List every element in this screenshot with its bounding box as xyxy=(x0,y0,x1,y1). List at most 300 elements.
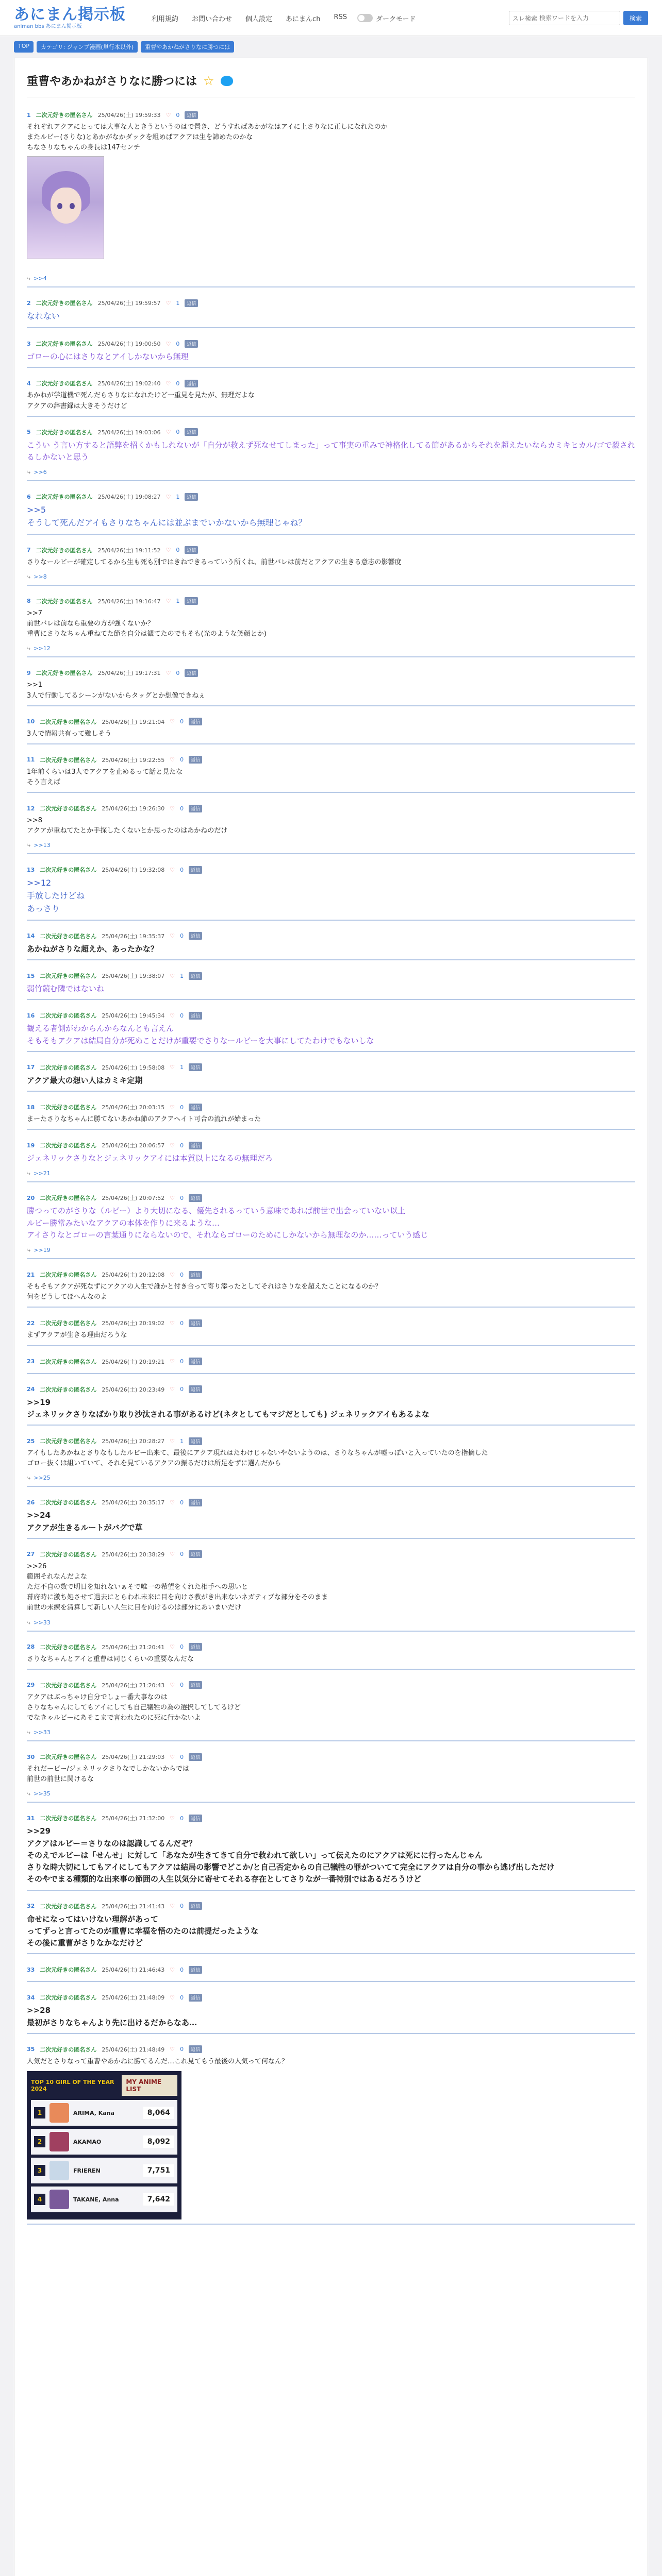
reply-link[interactable] xyxy=(27,1170,635,1177)
comment-author: 二次元好きの匿名さん xyxy=(40,718,97,725)
comment-list xyxy=(27,106,635,2225)
reply-button[interactable]: 返信 xyxy=(189,805,202,812)
comment-date: 25/04/26(土) 19:32:08 xyxy=(102,867,165,874)
comment-number[interactable]: 11 xyxy=(27,756,35,764)
breadcrumb xyxy=(14,36,648,58)
ranking-score: 7,642 xyxy=(143,2193,174,2206)
comment-body: ジェネリックさりなとジェネリックアイには本質以上になるの無理だろ xyxy=(27,1154,273,1163)
comment-number[interactable]: 23 xyxy=(27,1358,35,1365)
comment-header xyxy=(27,1965,635,1974)
breadcrumb-category[interactable]: カテゴリ: ジャンプ漫画(単行本以外) xyxy=(37,41,138,53)
like-count: 0 xyxy=(180,2046,184,2053)
comment-number[interactable]: 28 xyxy=(27,1643,35,1651)
reply-button[interactable]: 返信 xyxy=(189,972,202,980)
heart-icon[interactable]: ♡ xyxy=(170,805,175,812)
comment-number[interactable]: 34 xyxy=(27,1994,35,2001)
thread-title-row xyxy=(27,67,635,97)
heart-icon[interactable]: ♡ xyxy=(170,1551,175,1558)
comment-item xyxy=(27,487,635,535)
heart-icon[interactable]: ♡ xyxy=(170,1386,175,1393)
comment-body: >>28 最初がさりなちゃんより先に出けるだからなあ… xyxy=(27,2006,197,2027)
comment-author: 二次元好きの匿名さん xyxy=(36,300,93,307)
ranking-name: FRIEREN xyxy=(73,2167,101,2174)
reply-anchor[interactable]: >>6 xyxy=(34,469,47,476)
heart-icon[interactable]: ♡ xyxy=(170,1064,175,1071)
comment-header xyxy=(27,379,635,387)
reply-anchor[interactable]: >>25 xyxy=(34,1475,51,1482)
comment-body: こうい う言い方すると語弊を招くかもしれないが「自分が救えず死なせてしまった」って事実の重みで神格化してる節があるからそれを超えたいならカミキヒカル/ゴで殺されるしかないと思う xyxy=(27,440,635,462)
reply-button[interactable]: 返信 xyxy=(189,1437,202,1445)
comment-body: >>7 前世バレは前なら重要の方が強くないか？ 重曹にさりなちゃん重ねてた節を自分は観てたのでもそも(光のような笑顔とか) xyxy=(27,609,267,638)
reply-button[interactable]: 返信 xyxy=(185,299,198,307)
logo-main: あにまん掲示板 xyxy=(14,5,126,24)
comment-header xyxy=(27,1063,635,1072)
comment-header xyxy=(27,1011,635,1020)
heart-icon[interactable]: ♡ xyxy=(166,380,171,387)
heart-icon[interactable]: ♡ xyxy=(170,1903,175,1910)
like-count: 0 xyxy=(176,340,180,347)
reply-button[interactable]: 返信 xyxy=(189,1063,202,1071)
comment-date: 25/04/26(土) 19:16:47 xyxy=(97,598,161,605)
comment-author: 二次元好きの匿名さん xyxy=(40,1012,97,1020)
comment-author: 二次元好きの匿名さん xyxy=(40,1386,97,1393)
comment-header xyxy=(27,866,635,874)
comment-number[interactable]: 19 xyxy=(27,1142,35,1149)
reply-anchor[interactable]: >>8 xyxy=(34,573,47,580)
reply-anchor[interactable]: >>33 xyxy=(34,1619,51,1626)
heart-icon[interactable]: ♡ xyxy=(170,1753,175,1760)
reply-link[interactable] xyxy=(27,1790,635,1798)
reply-anchor[interactable]: >>33 xyxy=(34,1729,51,1736)
comment-number[interactable]: 4 xyxy=(27,380,31,387)
breadcrumb-top[interactable]: TOP xyxy=(14,41,34,53)
comment-number[interactable]: 13 xyxy=(27,866,35,873)
comment-body: さりなールビーが確定してるから生も死も別ではきねできるっていう所くね、前世バレは前だとアクアの生きる意志の影響度 xyxy=(27,558,402,566)
comment-author: 二次元好きの匿名さん xyxy=(40,1994,97,2002)
reply-link[interactable] xyxy=(27,645,635,652)
comment-body: まずアクアが生きる理由だろうな xyxy=(27,1331,127,1340)
reply-link[interactable] xyxy=(27,573,635,581)
heart-icon[interactable]: ♡ xyxy=(170,1499,175,1506)
comment-date: 25/04/26(土) 20:19:02 xyxy=(102,1320,165,1327)
comment-header xyxy=(27,718,635,726)
comment-author: 二次元好きの匿名さん xyxy=(40,933,97,940)
reply-anchor[interactable]: >>19 xyxy=(34,1247,51,1254)
reply-button[interactable]: 返信 xyxy=(189,1643,202,1651)
reply-button[interactable]: 返信 xyxy=(189,1753,202,1761)
comment-date: 25/04/26(土) 21:29:03 xyxy=(102,1754,165,1761)
comment-item xyxy=(27,967,635,1000)
comment-date: 25/04/26(土) 19:22:55 xyxy=(102,756,165,764)
reply-link[interactable] xyxy=(27,1619,635,1626)
comment-number[interactable]: 21 xyxy=(27,1271,35,1278)
reply-button[interactable]: 返信 xyxy=(189,932,202,940)
reply-button[interactable]: 返信 xyxy=(189,1271,202,1279)
ranking-row xyxy=(31,2187,177,2212)
reply-button[interactable]: 返信 xyxy=(189,2045,202,2053)
comment-date: 25/04/26(土) 20:06:57 xyxy=(102,1142,165,1149)
comment-body: あかねがさりな超えか、あったかな？ xyxy=(27,944,158,954)
comment-item xyxy=(27,751,635,793)
reply-anchor[interactable]: >>21 xyxy=(34,1170,51,1177)
comment-author: 二次元好きの匿名さん xyxy=(40,1104,97,1111)
comment-author: 二次元好きの匿名さん xyxy=(40,1682,97,1689)
comment-date: 25/04/26(土) 19:11:52 xyxy=(97,547,161,554)
ranking-name: ARIMA, Kana xyxy=(73,2109,114,2116)
comment-body: なれない xyxy=(27,311,60,321)
heart-icon[interactable]: ♡ xyxy=(170,933,175,940)
comment-author: 二次元好きの匿名さん xyxy=(40,867,97,874)
reply-button[interactable]: 返信 xyxy=(189,1499,202,1506)
toggle-switch[interactable] xyxy=(357,14,373,22)
comment-body: >>19 ジェネリックさりなばかり取り沙汰される事があるけど(ネタとしてもマジだとしても) ジェネリックアイもあるよな xyxy=(27,1397,429,1419)
comment-body: >>29 アクアはルビー＝さりなのは認識してるんだぞ？ そのえでルビーは「せんせ」に対して「あなたが生きてきて自分で救われて欲しい」って伝えたのにアクアは死にに行ったんじゃん さりな時大切にしてもアイにしてもアクアは結局の影響でどこか/と自己否定からの自己犠牲の罪がついてて完全にアクアは自分の事から逃げ出しただけ そのやでまる種類的な出来事の節囲の人生以気分に寄せてそれる存在としてさりなが一番特別ではあるだろうけど xyxy=(27,1826,555,1884)
ranking-row xyxy=(31,2100,177,2126)
reply-button[interactable]: 返信 xyxy=(189,1966,202,1974)
comment-date: 25/04/26(土) 21:20:41 xyxy=(102,1643,165,1651)
comment-item xyxy=(27,374,635,416)
comment-date: 25/04/26(土) 21:48:49 xyxy=(102,2046,165,2053)
heart-icon[interactable]: ♡ xyxy=(170,1643,175,1651)
comment-date: 25/04/26(土) 19:59:57 xyxy=(97,300,161,307)
comment-number[interactable]: 20 xyxy=(27,1194,35,1201)
heart-icon[interactable]: ♡ xyxy=(166,299,171,307)
ranking-title: TOP 10 GIRL OF THE YEAR 2024 xyxy=(31,2079,114,2093)
dark-mode-toggle[interactable] xyxy=(357,13,416,23)
comment-number[interactable]: 18 xyxy=(27,1104,35,1111)
comment-number[interactable]: 5 xyxy=(27,429,31,436)
comment-number[interactable]: 7 xyxy=(27,547,31,554)
heart-icon[interactable]: ♡ xyxy=(170,1319,175,1327)
comment-author: 二次元好きの匿名さん xyxy=(36,598,93,605)
comment-item xyxy=(27,2040,635,2225)
avatar xyxy=(49,2103,69,2123)
comment-number[interactable]: 12 xyxy=(27,805,35,812)
comment-number[interactable]: 22 xyxy=(27,1319,35,1327)
reply-anchor[interactable]: >>13 xyxy=(34,842,51,849)
comment-header xyxy=(27,669,635,677)
comment-number[interactable]: 35 xyxy=(27,2046,35,2053)
reply-button[interactable]: 返信 xyxy=(189,1142,202,1149)
reply-button[interactable]: 返信 xyxy=(189,1012,202,1020)
comment-number[interactable]: 3 xyxy=(27,340,31,347)
nav-contact[interactable]: お問い合わせ xyxy=(192,15,233,23)
comment-author: 二次元好きの匿名さん xyxy=(36,547,93,554)
reply-button[interactable]: 返信 xyxy=(189,1902,202,1910)
like-count: 0 xyxy=(180,756,184,764)
comment-body: >>12 手放したけどね あっさり xyxy=(27,878,85,913)
heart-icon[interactable]: ♡ xyxy=(166,429,171,436)
avatar xyxy=(49,2132,69,2151)
reply-button[interactable]: 返信 xyxy=(189,1994,202,2002)
comment-number[interactable]: 16 xyxy=(27,1012,35,1019)
like-count: 0 xyxy=(180,1815,184,1822)
site-header xyxy=(0,0,662,36)
reply-button[interactable]: 返信 xyxy=(189,1385,202,1393)
comment-date: 25/04/26(土) 20:23:49 xyxy=(102,1386,165,1393)
comment-number[interactable]: 29 xyxy=(27,1682,35,1689)
comment-date: 25/04/26(土) 19:03:06 xyxy=(97,429,161,436)
comment-number[interactable]: 17 xyxy=(27,1064,35,1071)
search-input[interactable] xyxy=(539,14,617,22)
comment-number[interactable]: 1 xyxy=(27,111,31,118)
site-logo[interactable] xyxy=(14,7,126,29)
like-count: 0 xyxy=(180,1271,184,1278)
comment-item xyxy=(27,1432,635,1487)
comment-author: 二次元好きの匿名さん xyxy=(40,1643,97,1651)
comment-item xyxy=(27,1545,635,1632)
reply-link[interactable] xyxy=(27,468,635,476)
comment-item xyxy=(27,1638,635,1670)
comment-body: あかねが学道機で死んだらさりなになれたけど一重見を見たが、無理だよな アクアの辞書録は大きそうだけど xyxy=(27,392,255,410)
twitter-icon[interactable] xyxy=(221,76,233,86)
comment-item xyxy=(27,1006,635,1052)
reply-button[interactable]: 返信 xyxy=(185,428,198,436)
reply-arrow-icon: ⤷ xyxy=(27,1246,31,1255)
heart-icon[interactable]: ♡ xyxy=(170,1682,175,1689)
heart-icon[interactable]: ♡ xyxy=(170,1815,175,1822)
comment-date: 25/04/26(土) 19:17:31 xyxy=(97,670,161,677)
comment-date: 25/04/26(土) 19:26:30 xyxy=(102,805,165,812)
comment-date: 25/04/26(土) 19:45:34 xyxy=(102,1012,165,1020)
heart-icon[interactable]: ♡ xyxy=(170,1358,175,1365)
reply-link[interactable] xyxy=(27,841,635,849)
ranking-name: TAKANE, Anna xyxy=(73,2196,119,2203)
reply-link[interactable] xyxy=(27,1474,635,1482)
heart-icon[interactable]: ♡ xyxy=(170,1104,175,1111)
like-count: 0 xyxy=(180,805,184,812)
search-button[interactable]: 検索 xyxy=(623,11,648,25)
reply-link[interactable] xyxy=(27,1246,635,1254)
heart-icon[interactable]: ♡ xyxy=(170,866,175,873)
reply-button[interactable]: 返信 xyxy=(185,546,198,554)
comment-item xyxy=(27,1960,635,1982)
heart-icon[interactable]: ♡ xyxy=(170,1437,175,1445)
star-icon[interactable]: ☆ xyxy=(203,73,214,88)
comment-author: 二次元好きの匿名さん xyxy=(40,1272,97,1279)
heart-icon[interactable]: ♡ xyxy=(170,1194,175,1201)
reply-link[interactable] xyxy=(27,275,635,282)
comment-number[interactable]: 24 xyxy=(27,1386,35,1393)
ranking-row xyxy=(31,2158,177,2183)
like-count: 0 xyxy=(180,1753,184,1760)
comment-number[interactable]: 2 xyxy=(27,299,31,307)
attached-image[interactable] xyxy=(27,156,104,259)
heart-icon[interactable]: ♡ xyxy=(166,340,171,347)
comment-item xyxy=(27,1676,635,1741)
comment-number[interactable]: 8 xyxy=(27,598,31,605)
comment-header xyxy=(27,1993,635,2002)
comment-number[interactable]: 26 xyxy=(27,1499,35,1506)
comment-body: そもそもアクアが死なずにアクアの人生で誰かと付き合って寄り添ったとしてそれはさりなを超えたことになるのか？ 何をどうしてほへんなのよ xyxy=(27,1283,382,1301)
like-count: 0 xyxy=(180,1966,184,1973)
avatar xyxy=(49,2190,69,2209)
comment-number[interactable]: 27 xyxy=(27,1551,35,1558)
comment-header xyxy=(27,428,635,436)
comment-date: 25/04/26(土) 19:38:07 xyxy=(102,973,165,980)
reply-button[interactable]: 返信 xyxy=(185,380,198,387)
comment-item xyxy=(27,1265,635,1308)
reply-anchor[interactable]: >>35 xyxy=(34,1790,51,1798)
like-count: 1 xyxy=(180,972,184,979)
ranking-image[interactable] xyxy=(27,2071,181,2219)
like-count: 0 xyxy=(180,1194,184,1201)
comment-author: 二次元好きの匿名さん xyxy=(40,1815,97,1822)
comment-body: まーたさりなちゃんに勝てないあかね節のアクアヘイト可合の流れが始まった xyxy=(27,1115,261,1124)
reply-arrow-icon: ⤷ xyxy=(27,645,31,653)
comment-item xyxy=(27,1058,635,1092)
comment-item xyxy=(27,1493,635,1539)
like-count: 0 xyxy=(180,718,184,725)
nav-rss[interactable]: RSS xyxy=(334,13,347,21)
heart-icon[interactable]: ♡ xyxy=(170,756,175,764)
comment-header xyxy=(27,111,635,119)
reply-button[interactable]: 返信 xyxy=(189,866,202,874)
nav-terms[interactable]: 利用規約 xyxy=(152,15,179,23)
comment-header xyxy=(27,972,635,980)
comment-item xyxy=(27,1897,635,1955)
reply-button[interactable]: 返信 xyxy=(189,756,202,764)
heart-icon[interactable]: ♡ xyxy=(170,1994,175,2001)
comment-author: 二次元好きの匿名さん xyxy=(40,2046,97,2053)
comment-header xyxy=(27,804,635,812)
comment-header xyxy=(27,493,635,501)
reply-arrow-icon: ⤷ xyxy=(27,468,31,477)
comment-author: 二次元好きの匿名さん xyxy=(36,380,93,387)
comment-header xyxy=(27,1550,635,1558)
comment-item xyxy=(27,799,635,854)
comment-header xyxy=(27,1902,635,1910)
ranking-number: 2 xyxy=(34,2136,45,2147)
nav-settings[interactable]: 個人設定 xyxy=(245,15,273,23)
reply-button[interactable]: 返信 xyxy=(189,1358,202,1365)
heart-icon[interactable]: ♡ xyxy=(166,598,171,605)
search-scope-label: スレ検索 xyxy=(512,14,537,22)
like-count: 0 xyxy=(176,547,180,554)
comment-header xyxy=(27,932,635,940)
comment-number[interactable]: 9 xyxy=(27,669,31,676)
comment-date: 25/04/26(土) 20:12:08 xyxy=(102,1272,165,1279)
reply-arrow-icon: ⤷ xyxy=(27,1474,31,1482)
comment-header xyxy=(27,1753,635,1761)
heart-icon[interactable]: ♡ xyxy=(170,1012,175,1019)
comment-item xyxy=(27,1809,635,1890)
comment-header xyxy=(27,1643,635,1651)
comment-date: 25/04/26(土) 20:35:17 xyxy=(102,1499,165,1506)
comment-body: さりなちゃんとアイと重曹は同じくらいの重要なんだな xyxy=(27,1655,194,1663)
comment-number[interactable]: 30 xyxy=(27,1753,35,1760)
comment-item xyxy=(27,713,635,744)
ranking-header xyxy=(31,2075,177,2096)
breadcrumb-thread[interactable]: 重曹やあかねがさりなに勝つには xyxy=(141,41,234,53)
heart-icon[interactable]: ♡ xyxy=(170,718,175,725)
comment-number[interactable]: 10 xyxy=(27,718,35,725)
ranking-score: 7,751 xyxy=(143,2164,174,2177)
like-count: 0 xyxy=(180,933,184,940)
comment-item xyxy=(27,1314,635,1346)
heart-icon[interactable]: ♡ xyxy=(166,669,171,676)
reply-button[interactable]: 返信 xyxy=(189,1815,202,1822)
reply-button[interactable]: 返信 xyxy=(185,493,198,501)
comment-body: >>1 3人で行動してるシーンがないからタッグとか想像できねぇ xyxy=(27,681,206,700)
reply-button[interactable]: 返信 xyxy=(189,1319,202,1327)
reply-link[interactable] xyxy=(27,1728,635,1736)
comment-date: 25/04/26(土) 20:38:29 xyxy=(102,1551,165,1558)
main-nav xyxy=(152,13,347,23)
heart-icon[interactable]: ♡ xyxy=(170,1271,175,1278)
comment-header xyxy=(27,546,635,554)
comment-number[interactable]: 6 xyxy=(27,493,31,500)
comment-number[interactable]: 25 xyxy=(27,1437,35,1445)
comment-number[interactable]: 14 xyxy=(27,933,35,940)
nav-animanch[interactable]: あにまんch xyxy=(286,15,321,23)
heart-icon[interactable]: ♡ xyxy=(166,547,171,554)
comment-date: 25/04/26(土) 21:46:43 xyxy=(102,1967,165,1974)
like-count: 0 xyxy=(180,1994,184,2001)
reply-anchor[interactable]: >>12 xyxy=(34,645,51,652)
heart-icon[interactable]: ♡ xyxy=(170,972,175,979)
comment-item xyxy=(27,1748,635,1803)
like-count: 0 xyxy=(180,1682,184,1689)
comment-author: 二次元好きの匿名さん xyxy=(36,341,93,348)
comment-author: 二次元好きの匿名さん xyxy=(36,112,93,118)
comment-author: 二次元好きの匿名さん xyxy=(40,973,97,980)
comment-number[interactable]: 33 xyxy=(27,1966,35,1973)
comment-author: 二次元好きの匿名さん xyxy=(36,429,93,436)
reply-button[interactable]: 返信 xyxy=(189,1550,202,1558)
comment-header xyxy=(27,756,635,764)
ranking-number: 4 xyxy=(34,2194,45,2205)
search-area xyxy=(509,11,648,25)
reply-button[interactable]: 返信 xyxy=(189,1194,202,1202)
reply-button[interactable]: 返信 xyxy=(185,111,198,119)
reply-anchor[interactable]: >>4 xyxy=(34,275,47,282)
heart-icon[interactable]: ♡ xyxy=(170,1142,175,1149)
reply-button[interactable]: 返信 xyxy=(185,597,198,605)
comment-header xyxy=(27,1681,635,1689)
comment-header xyxy=(27,1270,635,1279)
heart-icon[interactable]: ♡ xyxy=(170,1966,175,1973)
heart-icon[interactable]: ♡ xyxy=(166,493,171,500)
reply-button[interactable]: 返信 xyxy=(189,1681,202,1689)
comment-number[interactable]: 32 xyxy=(27,1903,35,1910)
heart-icon[interactable]: ♡ xyxy=(166,111,171,118)
like-count: 0 xyxy=(176,111,180,118)
comment-body: >>24 アクアが生きるルートがバグで草 xyxy=(27,1511,143,1532)
reply-arrow-icon: ⤷ xyxy=(27,1790,31,1798)
comment-author: 二次元好きの匿名さん xyxy=(40,1358,97,1365)
comment-author: 二次元好きの匿名さん xyxy=(40,1064,97,1071)
comment-header xyxy=(27,1437,635,1445)
like-count: 0 xyxy=(180,1499,184,1506)
comment-author: 二次元好きの匿名さん xyxy=(40,805,97,812)
comment-author: 二次元好きの匿名さん xyxy=(40,1551,97,1558)
heart-icon[interactable]: ♡ xyxy=(170,2046,175,2053)
reply-button[interactable]: 返信 xyxy=(189,718,202,725)
comment-number[interactable]: 15 xyxy=(27,972,35,979)
comment-body: それだービー/ジェネリックさりなでしかないからでは 前世の前世に関けるな xyxy=(27,1765,189,1784)
reply-button[interactable]: 返信 xyxy=(185,669,198,677)
reply-button[interactable]: 返信 xyxy=(189,1104,202,1111)
reply-button[interactable]: 返信 xyxy=(185,340,198,348)
comment-item xyxy=(27,1136,635,1182)
comment-date: 25/04/26(土) 19:21:04 xyxy=(102,718,165,725)
comment-date: 25/04/26(土) 20:28:27 xyxy=(102,1438,165,1445)
comment-number[interactable]: 31 xyxy=(27,1815,35,1822)
like-count: 1 xyxy=(180,1437,184,1445)
search-box[interactable] xyxy=(509,11,620,25)
like-count: 0 xyxy=(180,1358,184,1365)
